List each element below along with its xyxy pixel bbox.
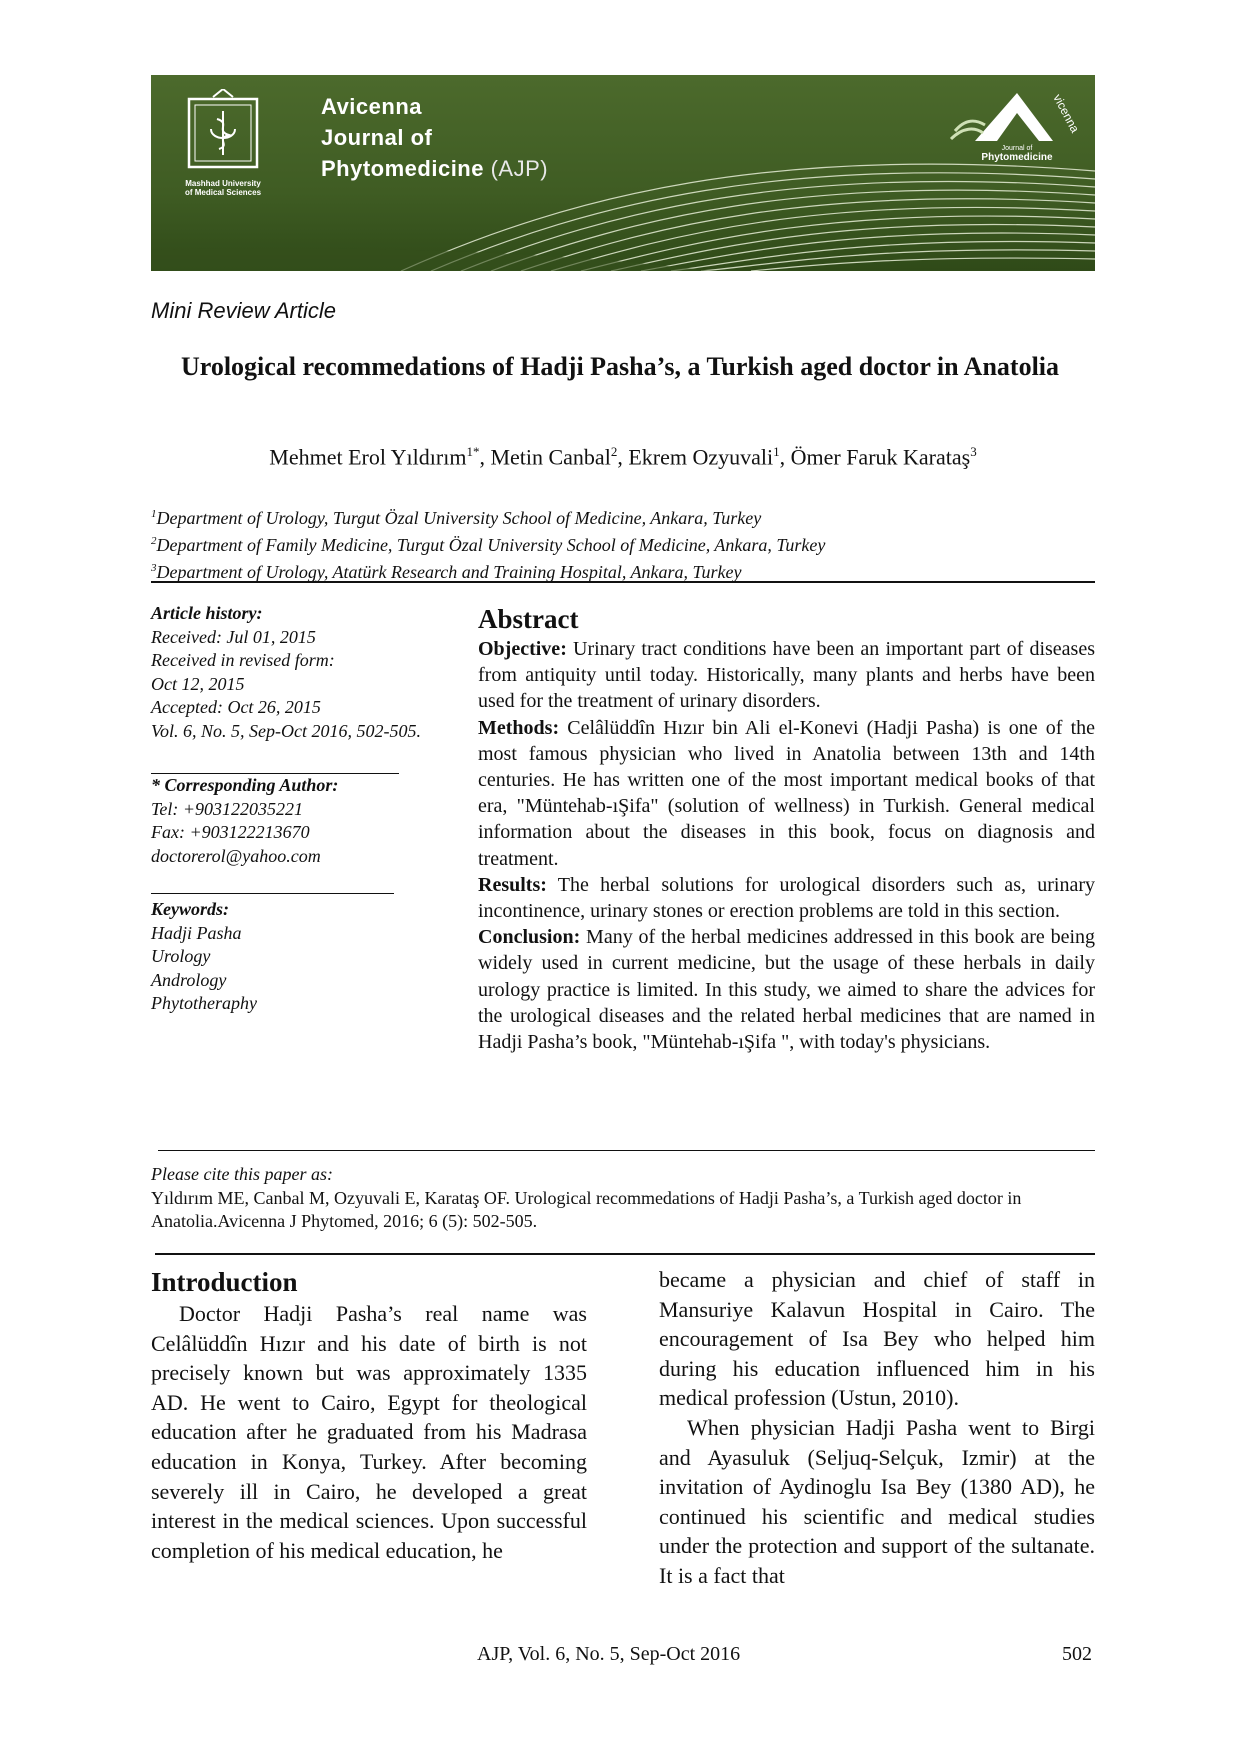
author-affil-sup: 3 xyxy=(970,444,977,459)
journal-name-line3: Phytomedicine xyxy=(321,156,484,181)
volume-info: Vol. 6, No. 5, Sep-Oct 2016, 502-505. xyxy=(151,720,421,741)
accepted-date: Accepted: Oct 26, 2015 xyxy=(151,697,321,717)
keyword: Urology xyxy=(151,946,211,966)
history-heading: Article history: xyxy=(151,603,263,623)
journal-name xyxy=(321,91,548,184)
footer-journal-info: AJP, Vol. 6, No. 5, Sep-Oct 2016 xyxy=(477,1643,741,1665)
ajp-logo-subtitle-1: Journal of xyxy=(1001,145,1033,152)
author-name: Metin Canbal xyxy=(490,444,611,470)
affiliation-sup: 2 xyxy=(151,535,157,547)
citation-top-divider xyxy=(158,1150,1095,1151)
paper-title: Urological recommedations of Hadji Pasha’s, a Turkish aged doctor in Anatolia xyxy=(180,352,1060,381)
sidebar-divider xyxy=(151,773,399,774)
university-seal-icon xyxy=(183,89,263,173)
keyword: Andrology xyxy=(151,969,227,990)
revised-date: Oct 12, 2015 xyxy=(151,673,245,694)
introduction-heading: Introduction xyxy=(151,1267,298,1297)
corresponding-author-heading: * Corresponding Author: xyxy=(151,775,339,795)
author-name: Ömer Faruk Karataş xyxy=(790,444,971,470)
received-date: Received: Jul 01, 2015 xyxy=(151,626,316,647)
author-separator: , xyxy=(779,444,791,470)
author-affil-sup: 1 xyxy=(773,444,780,459)
affiliation-sup: 1 xyxy=(151,508,157,520)
section-text: Urinary tract conditions have been an important part of diseases from antiquity until today. Historically, many plants and herbs have been used for the treatment of urinary disorders. xyxy=(478,638,1095,713)
affiliation xyxy=(151,503,825,530)
journal-abbreviation: (AJP) xyxy=(490,156,549,181)
university-logo xyxy=(171,89,275,239)
article-type: Mini Review Article xyxy=(151,298,337,323)
affiliation xyxy=(151,530,825,557)
article-info-sidebar xyxy=(151,602,421,1016)
affiliation-text: Department of Urology, Atatürk Research and Training Hospital, Ankara, Turkey xyxy=(156,562,742,582)
author-separator: , xyxy=(617,444,629,470)
section-label: Objective: xyxy=(478,638,567,660)
ajp-logo xyxy=(935,79,1085,189)
body-paragraph: Doctor Hadji Pasha’s real name was Celâlüddîn Hızır and his date of birth is not precisely known but was approximately 1335 AD. He went to Cairo, Egypt for theological education after he graduated from his Madrasa education in Konya, Turkey. After becoming severely ill in Cairo, he developed a great interest in the medical sciences. Upon successful completion of his medical education, he xyxy=(151,1301,587,1563)
abstract-conclusion xyxy=(478,924,1095,1055)
body-left-column xyxy=(151,1265,587,1565)
author-name: Mehmet Erol Yıldırım xyxy=(269,444,467,470)
author-affil-sup: 1* xyxy=(466,444,480,459)
author-affil-sup: 2 xyxy=(610,444,618,459)
body-paragraph: became a physician and chief of staff in Mansuriye Kalavun Hospital in Cairo. The encouragement of Isa Bey who helped him during his education influenced him in his medical profession (Ustun, 2010). xyxy=(659,1267,1095,1411)
journal-banner xyxy=(151,75,1095,271)
ajp-a-logo-icon xyxy=(935,79,1085,189)
section-label: Results: xyxy=(478,873,547,896)
sidebar-divider xyxy=(151,893,394,894)
revised-label: Received in revised form: xyxy=(151,650,335,670)
ajp-logo-arc-text: vicenna xyxy=(1050,91,1083,135)
citation-bottom-divider xyxy=(155,1253,1095,1255)
keyword: Hadji Pasha xyxy=(151,922,242,943)
author-tel: Tel: +903122035221 xyxy=(151,798,303,819)
journal-name-line2: Journal of xyxy=(321,125,433,150)
section-text: Many of the herbal medicines addressed in this book are being widely used in current medicine, but the usage of these herbals in daily urology practice is limited. In this study, we aimed to share the advices for the urological diseases and the related herbal medicines that are named in Hadji Pasha’s book, "Müntehab-ıŞifa ", with today's physicians. xyxy=(478,926,1095,1054)
affiliation-text: Department of Urology, Turgut Özal University School of Medicine, Ankara, Turkey xyxy=(156,508,762,528)
section-text: Celâlüddîn Hızır bin Ali el-Konevi (Hadji Pasha) is one of the most famous physician who lived in Anatolia between 13th and 14th centuries. He has written one of the most important medical books of that era, "Müntehab-ıŞifa" (solution of wellness) in Turkish. General medical information about the diseases in this book, focus on diagnosis and treatment. xyxy=(478,716,1095,870)
keywords-heading: Keywords: xyxy=(151,899,229,919)
section-label: Conclusion: xyxy=(478,926,581,949)
author-email[interactable]: doctorerol@yahoo.com xyxy=(151,845,321,866)
ajp-logo-subtitle-2: Phytomedicine xyxy=(981,152,1053,163)
abstract xyxy=(478,603,1095,1055)
affiliation-text: Department of Family Medicine, Turgut Özal University School of Medicine, Ankara, Turkey xyxy=(156,535,826,555)
page-number: 502 xyxy=(1062,1643,1092,1665)
abstract-objective xyxy=(478,636,1095,715)
university-name-line2: of Medical Sciences xyxy=(184,188,262,197)
citation-block xyxy=(151,1163,1095,1234)
body-right-column xyxy=(659,1265,1095,1591)
affiliation xyxy=(151,557,825,584)
section-label: Methods: xyxy=(478,716,560,739)
citation-text: Yıldırım ME, Canbal M, Ozyuvali E, Karataş OF. Urological recommedations of Hadji Pasha’s, a Turkish aged doctor in Anatolia.Avicenna J Phytomed, 2016; 6 (5): 502-505. xyxy=(151,1187,1022,1231)
affiliations xyxy=(151,503,825,584)
journal-name-line1: Avicenna xyxy=(321,94,423,119)
citation-label: Please cite this paper as: xyxy=(151,1164,333,1184)
body-paragraph: When physician Hadji Pasha went to Birgi and Ayasuluk (Seljuq-Selçuk, Izmir) at the invitation of Aydinoglu Isa Bey (1380 AD), he continued his scientific and medical studies under the protection and support of the sultanate. It is a fact that xyxy=(659,1414,1095,1588)
header-divider xyxy=(151,581,1095,583)
abstract-results xyxy=(478,872,1095,924)
university-name-line1: Mashhad University xyxy=(185,179,261,188)
author-name: Ekrem Ozyuvali xyxy=(628,444,774,470)
author-separator: , xyxy=(479,444,491,470)
abstract-heading: Abstract xyxy=(478,604,579,634)
abstract-methods xyxy=(478,715,1095,872)
section-text: The herbal solutions for urological disorders such as, urinary incontinence, urinary stones or erection problems are told in this section. xyxy=(478,873,1095,923)
affiliation-sup: 3 xyxy=(151,562,157,574)
author-list xyxy=(151,444,1095,470)
author-fax: Fax: +903122213670 xyxy=(151,822,310,842)
keyword: Phytotheraphy xyxy=(151,993,257,1013)
